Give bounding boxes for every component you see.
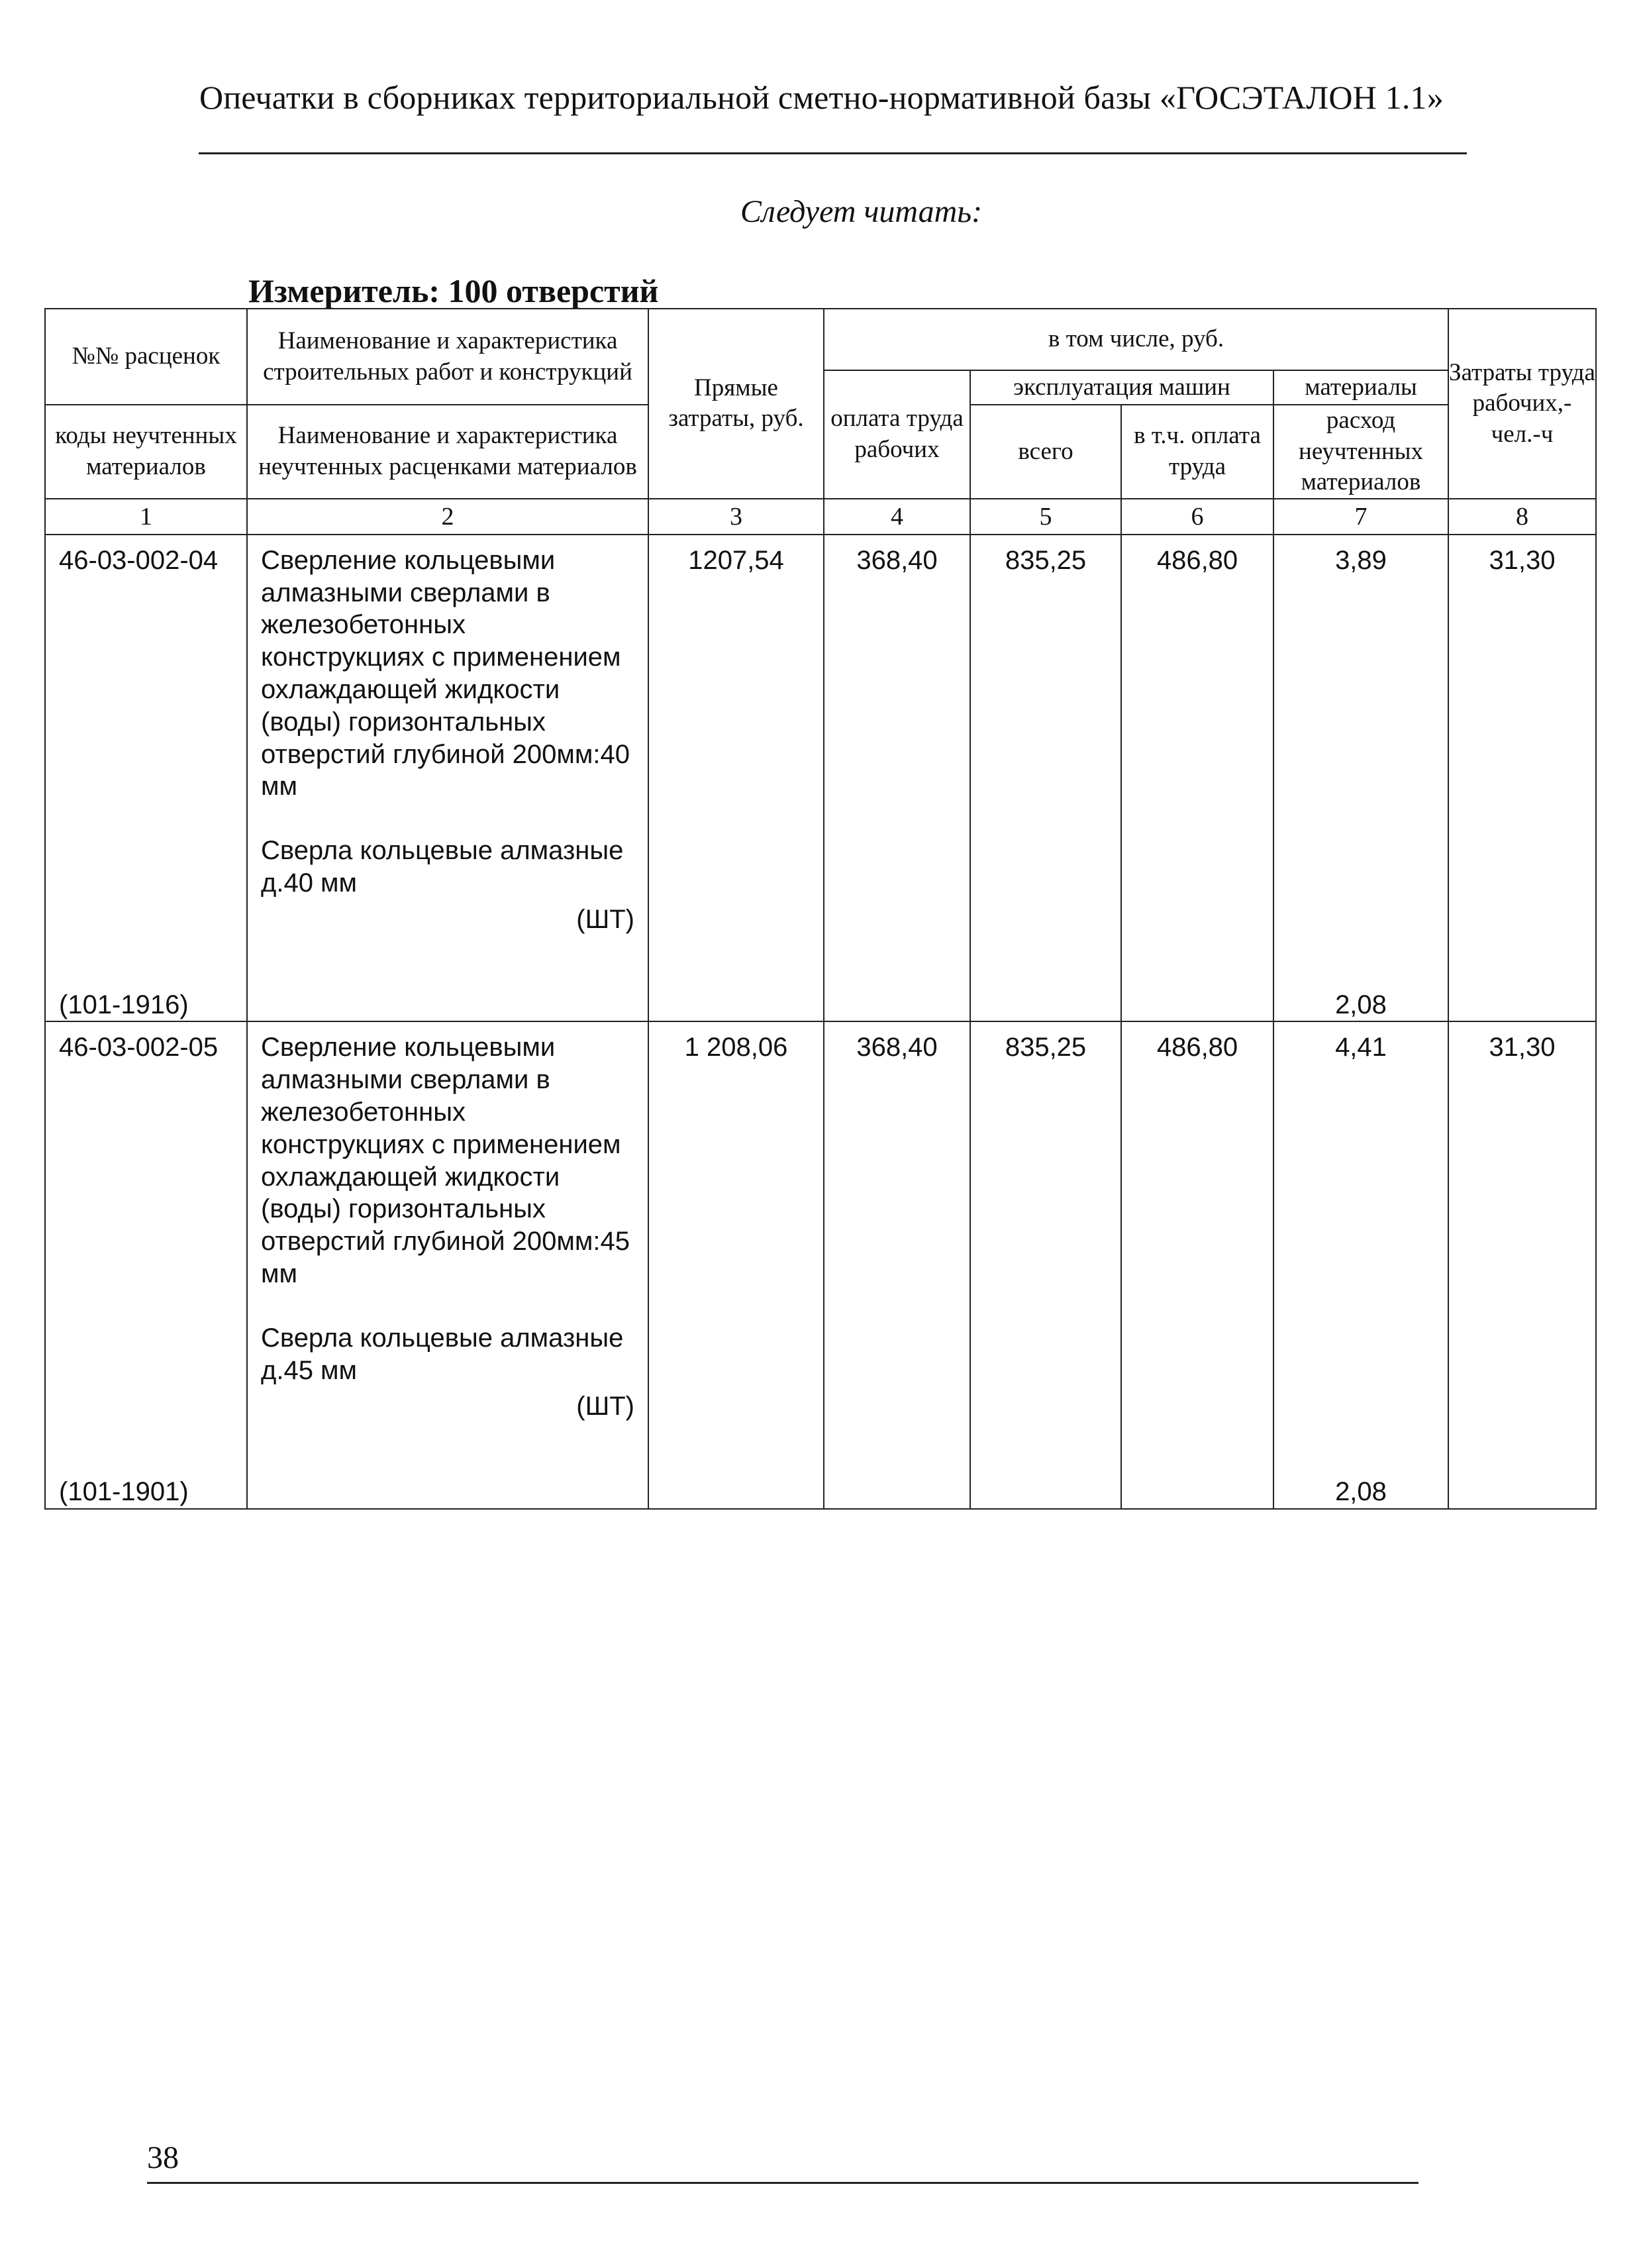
materials-value: 4,41 xyxy=(1335,1033,1387,1062)
header-labor-hours: Затраты труда рабочих,- чел.-ч xyxy=(1448,309,1596,499)
work-name-cell xyxy=(247,535,648,1022)
materials-cell xyxy=(1273,535,1448,1022)
rate-code-cell xyxy=(45,535,247,1022)
direct-costs-value: 1207,54 xyxy=(648,535,824,1022)
header-unaccounted-materials-names: Наименование и характеристика неучтенных расценками материалов xyxy=(247,405,648,499)
header-rate-number: №№ расценок xyxy=(45,309,247,405)
material-amount: 2,08 xyxy=(1335,1477,1387,1507)
work-name-cell xyxy=(247,1021,648,1509)
rate-code: 46-03-002-04 xyxy=(59,545,219,575)
rate-code-cell xyxy=(45,1021,247,1509)
material-name: Сверла кольцевые алмазные д.40 мм xyxy=(261,836,624,898)
header-work-name: Наименование и характеристика строительных работ и конструкций xyxy=(247,309,648,405)
machine-labor-value: 486,80 xyxy=(1121,1021,1273,1509)
material-unit: (ШТ) xyxy=(576,904,634,934)
header-machine-labor: в т.ч. оплата труда xyxy=(1121,405,1273,499)
header-machine-operation: эксплуатация машин xyxy=(970,370,1273,405)
column-number: 1 xyxy=(45,499,247,535)
material-code: (101-1916) xyxy=(59,990,189,1019)
column-number: 3 xyxy=(648,499,824,535)
machine-total-value: 835,25 xyxy=(970,1021,1121,1509)
column-number: 7 xyxy=(1273,499,1448,535)
table-row xyxy=(45,1021,1596,1509)
machine-total-value: 835,25 xyxy=(970,535,1121,1022)
header-unaccounted-materials-codes: коды неучтенных материалов xyxy=(45,405,247,499)
work-name: Сверление кольцевыми алмазными сверлами в железобетонных конструкциях с применением охлаждающей жидкости (воды) горизонтальных отверстий глубиной 200мм:40 мм xyxy=(261,545,630,801)
page-header: Опечатки в сборниках территориальной сметно-нормативной базы «ГОСЭТАЛОН 1.1» xyxy=(199,79,1444,116)
material-unit: (ШТ) xyxy=(576,1392,634,1421)
worker-pay-value: 368,40 xyxy=(824,1021,970,1509)
header-divider xyxy=(199,152,1467,154)
subtitle: Следует читать: xyxy=(740,194,983,229)
column-number: 5 xyxy=(970,499,1121,535)
column-number: 4 xyxy=(824,499,970,535)
column-number: 6 xyxy=(1121,499,1273,535)
work-name: Сверление кольцевыми алмазными сверлами в железобетонных конструкциях с применением охлаждающей жидкости (воды) горизонтальных отверстий глубиной 200мм:45 мм xyxy=(261,1033,630,1288)
header-material-consumption: расход неучтенных материалов xyxy=(1273,405,1448,499)
header-direct-costs: Прямые затраты, руб. xyxy=(648,309,824,499)
material-name: Сверла кольцевые алмазные д.45 мм xyxy=(261,1323,624,1385)
column-number: 8 xyxy=(1448,499,1596,535)
measure-unit-heading: Измеритель: 100 отверстий xyxy=(248,272,659,309)
rate-code: 46-03-002-05 xyxy=(59,1033,219,1062)
table-row xyxy=(45,535,1596,1022)
worker-pay-value: 368,40 xyxy=(824,535,970,1022)
labor-hours-value: 31,30 xyxy=(1448,1021,1596,1509)
direct-costs-value: 1 208,06 xyxy=(648,1021,824,1509)
materials-value: 3,89 xyxy=(1335,545,1387,575)
footer-divider xyxy=(147,2182,1419,2184)
labor-hours-value: 31,30 xyxy=(1448,535,1596,1022)
column-number: 2 xyxy=(247,499,648,535)
header-machine-total: всего xyxy=(970,405,1121,499)
material-code: (101-1901) xyxy=(59,1477,189,1507)
materials-cell xyxy=(1273,1021,1448,1509)
material-amount: 2,08 xyxy=(1335,990,1387,1019)
machine-labor-value: 486,80 xyxy=(1121,535,1273,1022)
page-number: 38 xyxy=(147,2140,179,2175)
header-materials: материалы xyxy=(1273,370,1448,405)
rates-table xyxy=(44,308,1597,1510)
header-including-group: в том числе, руб. xyxy=(824,309,1448,370)
header-worker-pay: оплата труда рабочих xyxy=(824,370,970,499)
